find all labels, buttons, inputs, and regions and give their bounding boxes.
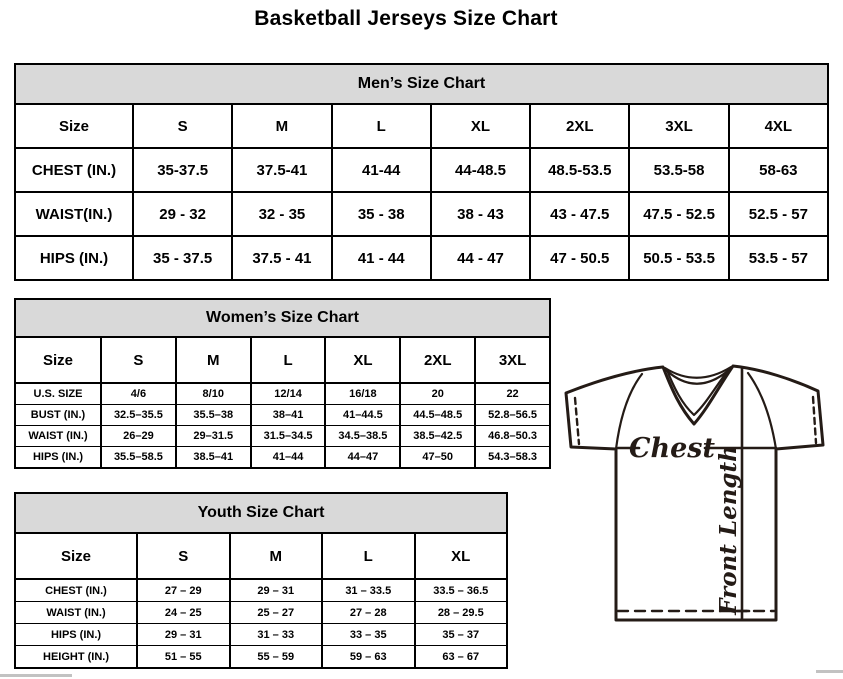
table-cell: 59 – 63 — [322, 646, 415, 669]
youth-size-chart-table — [14, 492, 508, 669]
table-cell: 38.5–41 — [176, 447, 251, 469]
row-label: CHEST (IN.) — [15, 579, 137, 602]
table-cell: 44–47 — [325, 447, 400, 469]
corner-label: Size — [15, 104, 133, 148]
table-cell: 32.5–35.5 — [101, 405, 176, 426]
table-cell: 29 - 32 — [133, 192, 232, 236]
table-cell: 38.5–42.5 — [400, 426, 475, 447]
scrollbar-fragment-right — [816, 670, 843, 673]
table-cell: 53.5-58 — [629, 148, 728, 192]
column-header: 3XL — [629, 104, 728, 148]
table-cell: 38–41 — [251, 405, 326, 426]
column-header: L — [322, 533, 415, 579]
front-length-label: Front Length — [715, 445, 742, 615]
table-cell: 41 - 44 — [332, 236, 431, 280]
table-cell: 43 - 47.5 — [530, 192, 629, 236]
row-label: WAIST (IN.) — [15, 602, 137, 624]
column-header: 2XL — [400, 337, 475, 383]
table-cell: 20 — [400, 383, 475, 405]
table-cell: 46.8–50.3 — [475, 426, 550, 447]
table-cell: 29–31.5 — [176, 426, 251, 447]
table-cell: 35.5–58.5 — [101, 447, 176, 469]
table-row — [15, 192, 828, 236]
table-title: Youth Size Chart — [15, 493, 507, 533]
table-row — [15, 426, 550, 447]
table-cell: 35.5–38 — [176, 405, 251, 426]
table-row — [15, 602, 507, 624]
table-cell: 63 – 67 — [415, 646, 508, 669]
table-cell: 4/6 — [101, 383, 176, 405]
table-cell: 34.5–38.5 — [325, 426, 400, 447]
table-cell: 33.5 – 36.5 — [415, 579, 508, 602]
column-header: M — [232, 104, 331, 148]
table-cell: 31 – 33 — [230, 624, 323, 646]
table-cell: 35 - 37.5 — [133, 236, 232, 280]
row-label: HIPS (IN.) — [15, 447, 101, 469]
table-cell: 29 – 31 — [230, 579, 323, 602]
table-cell: 41-44 — [332, 148, 431, 192]
table-cell: 37.5 - 41 — [232, 236, 331, 280]
column-header: 2XL — [530, 104, 629, 148]
table-cell: 27 – 28 — [322, 602, 415, 624]
table-row — [15, 646, 507, 669]
table-cell: 53.5 - 57 — [729, 236, 828, 280]
table-row — [15, 447, 550, 469]
row-label: WAIST (IN.) — [15, 426, 101, 447]
row-label: U.S. SIZE — [15, 383, 101, 405]
table-cell: 35 – 37 — [415, 624, 508, 646]
column-header: L — [332, 104, 431, 148]
table-title-row — [15, 299, 550, 337]
table-cell: 58-63 — [729, 148, 828, 192]
table-cell: 44.5–48.5 — [400, 405, 475, 426]
column-header: XL — [431, 104, 530, 148]
table-cell: 44-48.5 — [431, 148, 530, 192]
table-cell: 33 – 35 — [322, 624, 415, 646]
column-header: L — [251, 337, 326, 383]
table-cell: 28 – 29.5 — [415, 602, 508, 624]
table-cell: 44 - 47 — [431, 236, 530, 280]
table-title-row — [15, 493, 507, 533]
size-header-row — [15, 533, 507, 579]
row-label: HEIGHT (IN.) — [15, 646, 137, 669]
table-cell: 29 – 31 — [137, 624, 230, 646]
table-row — [15, 624, 507, 646]
table-title: Women’s Size Chart — [15, 299, 550, 337]
table-cell: 37.5-41 — [232, 148, 331, 192]
row-label: CHEST (IN.) — [15, 148, 133, 192]
column-header: XL — [415, 533, 508, 579]
scrollbar-fragment-left — [0, 674, 72, 677]
table-cell: 31.5–34.5 — [251, 426, 326, 447]
table-cell: 24 – 25 — [137, 602, 230, 624]
jersey-outline-shape — [566, 366, 823, 620]
table-cell: 31 – 33.5 — [322, 579, 415, 602]
table-row — [15, 148, 828, 192]
table-cell: 47–50 — [400, 447, 475, 469]
size-header-row — [15, 337, 550, 383]
table-cell: 41–44 — [251, 447, 326, 469]
table-row — [15, 405, 550, 426]
table-cell: 47.5 - 52.5 — [629, 192, 728, 236]
corner-label: Size — [15, 533, 137, 579]
table-cell: 8/10 — [176, 383, 251, 405]
table-cell: 54.3–58.3 — [475, 447, 550, 469]
table-title-row — [15, 64, 828, 104]
table-cell: 47 - 50.5 — [530, 236, 629, 280]
table-row — [15, 579, 507, 602]
row-label: WAIST(IN.) — [15, 192, 133, 236]
column-header: S — [101, 337, 176, 383]
table-cell: 35-37.5 — [133, 148, 232, 192]
table-cell: 48.5-53.5 — [530, 148, 629, 192]
table-cell: 41–44.5 — [325, 405, 400, 426]
size-header-row — [15, 104, 828, 148]
mens-size-chart-table — [14, 63, 829, 281]
womens-size-chart-table — [14, 298, 551, 469]
table-row — [15, 383, 550, 405]
table-cell: 38 - 43 — [431, 192, 530, 236]
table-row — [15, 236, 828, 280]
table-cell: 35 - 38 — [332, 192, 431, 236]
column-header: M — [176, 337, 251, 383]
column-header: S — [137, 533, 230, 579]
table-cell: 27 – 29 — [137, 579, 230, 602]
page-title: Basketball Jerseys Size Chart — [254, 7, 558, 30]
table-cell: 25 – 27 — [230, 602, 323, 624]
table-cell: 16/18 — [325, 383, 400, 405]
jersey-measurement-diagram — [554, 360, 840, 660]
table-title: Men’s Size Chart — [15, 64, 828, 104]
column-header: S — [133, 104, 232, 148]
row-label: HIPS (IN.) — [15, 236, 133, 280]
chest-label: Chest — [629, 433, 715, 464]
column-header: 4XL — [729, 104, 828, 148]
table-cell: 12/14 — [251, 383, 326, 405]
table-cell: 52.8–56.5 — [475, 405, 550, 426]
column-header: 3XL — [475, 337, 550, 383]
table-cell: 52.5 - 57 — [729, 192, 828, 236]
row-label: HIPS (IN.) — [15, 624, 137, 646]
row-label: BUST (IN.) — [15, 405, 101, 426]
table-cell: 22 — [475, 383, 550, 405]
corner-label: Size — [15, 337, 101, 383]
column-header: M — [230, 533, 323, 579]
table-cell: 50.5 - 53.5 — [629, 236, 728, 280]
table-cell: 55 – 59 — [230, 646, 323, 669]
table-cell: 26–29 — [101, 426, 176, 447]
table-cell: 32 - 35 — [232, 192, 331, 236]
column-header: XL — [325, 337, 400, 383]
table-cell: 51 – 55 — [137, 646, 230, 669]
